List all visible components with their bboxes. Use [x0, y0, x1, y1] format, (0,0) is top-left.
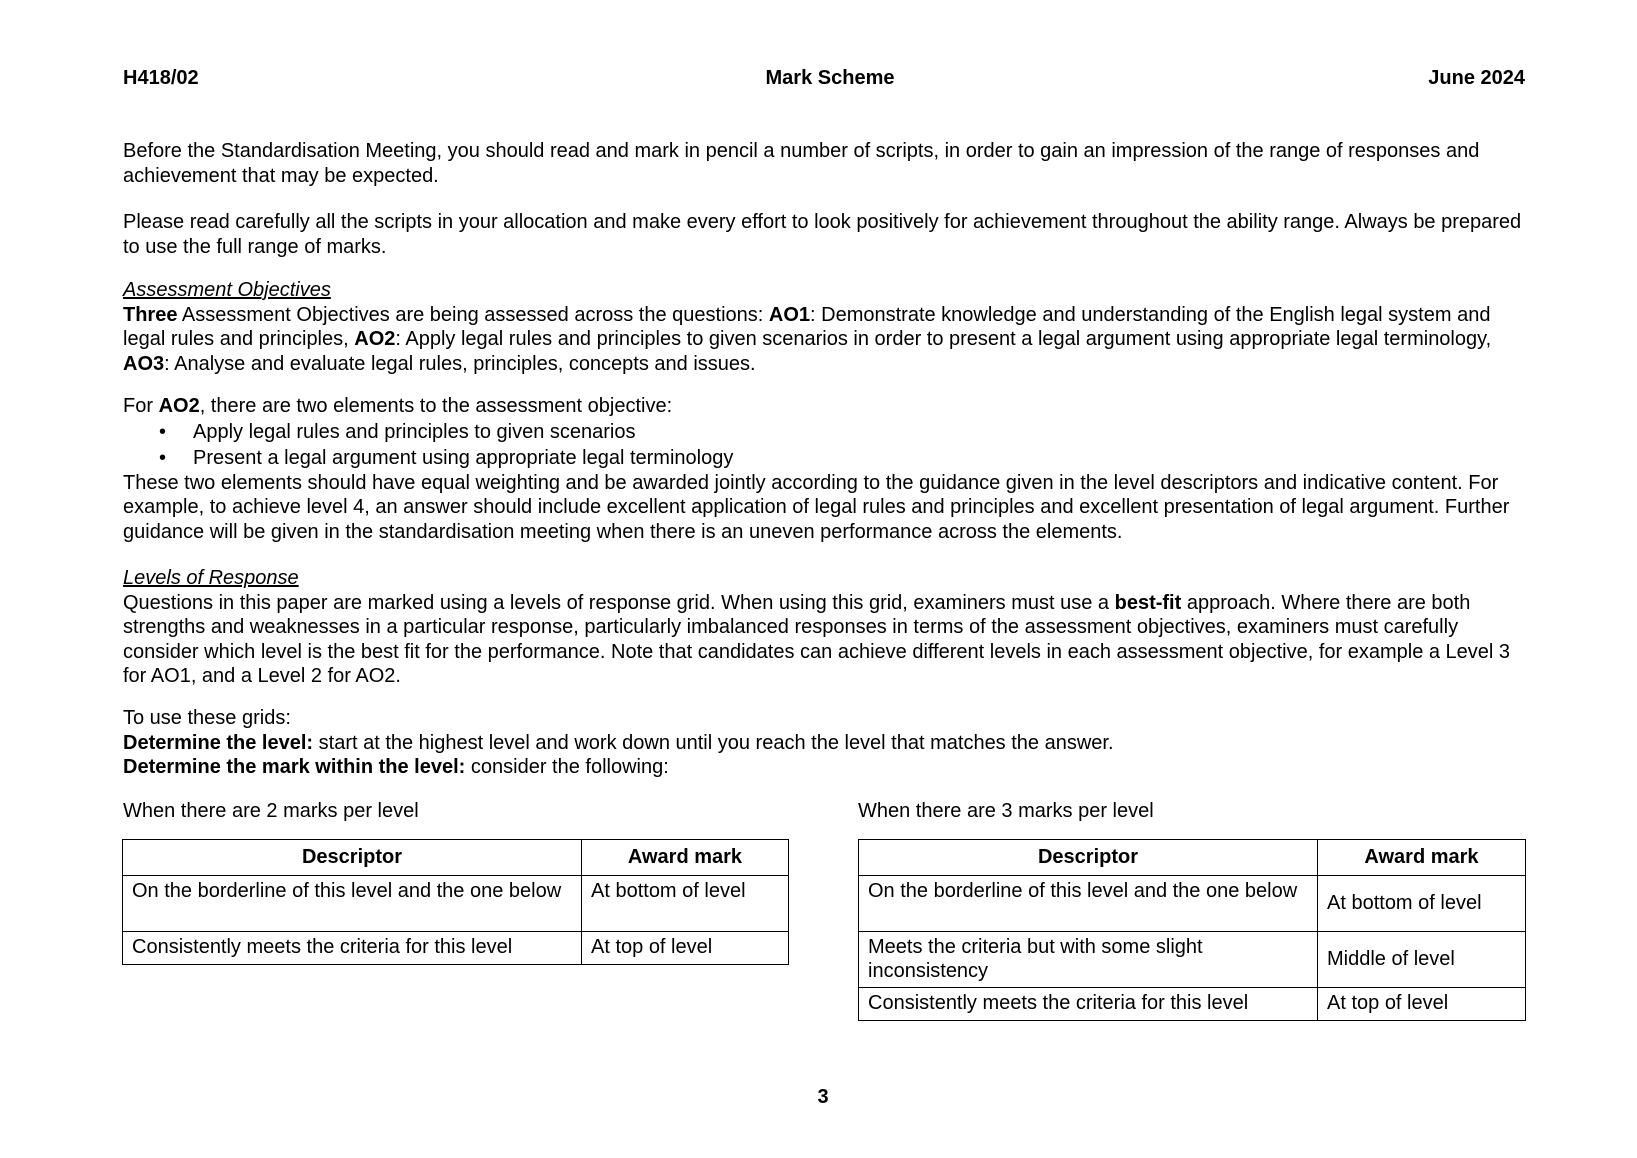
ao2-intro: For AO2, there are two elements to the assessment objective: — [123, 395, 673, 417]
column-header: Award mark — [1318, 840, 1526, 876]
grids-section — [123, 706, 1528, 780]
assessment-objectives-text: Three Assessment Objectives are being assessed across the questions: AO1: Demonstrate knowledge and understanding of the English legal system and legal rules and principles, AO2: Apply legal rules and principles to given scenarios in order to present a legal argument using appropriate legal terminology, AO3: Analyse and evaluate legal rules, principles, concepts and issues. — [123, 303, 1492, 375]
document-title: Mark Scheme — [765, 67, 895, 89]
table-3-caption: When there are 3 marks per level — [858, 800, 1154, 822]
table-row: On the borderline of this level and the one below At bottom of level — [123, 876, 789, 932]
column-header: Award mark — [582, 840, 789, 876]
document-code: H418/02 — [123, 67, 199, 89]
column-header: Descriptor — [859, 840, 1318, 876]
document-date: June 2024 — [1428, 67, 1525, 89]
levels-text: Questions in this paper are marked using a levels of response grid. When using this grid, examiners must use a best-fit approach. Where there are both strengths and weaknesses in a particular response, particularly imbalanced responses in terms of the assessment objectives, examiners must carefully consider which level is the best fit for the performance. Note that candidates can achieve different levels in each assessment objective, for example a Level 3 for AO1, and a Level 2 for AO2. — [123, 591, 1511, 688]
intro-paragraph-1: Before the Standardisation Meeting, you should read and mark in pencil a number of scripts, in order to gain an impression of the range of responses and achievement that may be expected. — [123, 140, 1480, 187]
bullet-icon: • — [159, 447, 167, 470]
intro-paragraph-2: Please read carefully all the scripts in your allocation and make every effort to look positively for achievement throughout the ability range. Always be prepared to use the full range of marks. — [123, 211, 1522, 258]
table-row: On the borderline of this level and the one below At bottom of level — [859, 876, 1526, 932]
two-marks-table — [122, 839, 789, 965]
levels-section — [123, 566, 1528, 689]
bullet-icon: • — [159, 420, 167, 443]
list-item: • Present a legal argument using appropriate legal terminology — [159, 447, 734, 470]
assessment-objectives-section — [123, 278, 1528, 376]
ao2-bullet-list — [123, 420, 1528, 471]
table-row: Consistently meets the criteria for this level At top of level — [859, 988, 1526, 1021]
levels-heading: Levels of Response — [123, 567, 299, 589]
ao2-section — [123, 394, 1528, 545]
assessment-objectives-heading: Assessment Objectives — [123, 279, 331, 301]
table-row: Consistently meets the criteria for this level At top of level — [123, 932, 789, 965]
table-2-caption: When there are 2 marks per level — [123, 800, 419, 822]
list-item: • Apply legal rules and principles to given scenarios — [159, 420, 636, 443]
page-number: 3 — [817, 1086, 829, 1108]
determine-mark: Determine the mark within the level: consider the following: — [123, 756, 669, 779]
column-header: Descriptor — [123, 840, 582, 876]
three-marks-table — [858, 839, 1526, 1021]
table-row: Meets the criteria but with some slight inconsistency Middle of level — [859, 932, 1526, 988]
ao2-paragraph: These two elements should have equal weighting and be awarded jointly according to the guidance given in the level descriptors and indicative content. For example, to achieve level 4, an answer should include excellent application of legal rules and principles and excellent presentation of legal argument. Further guidance will be given in the standardisation meeting when there is an uneven performance across the elements. — [123, 471, 1510, 543]
grids-intro: To use these grids: — [123, 707, 291, 729]
determine-level: Determine the level: start at the highest level and work down until you reach the level that matches the answer. — [123, 731, 1114, 754]
